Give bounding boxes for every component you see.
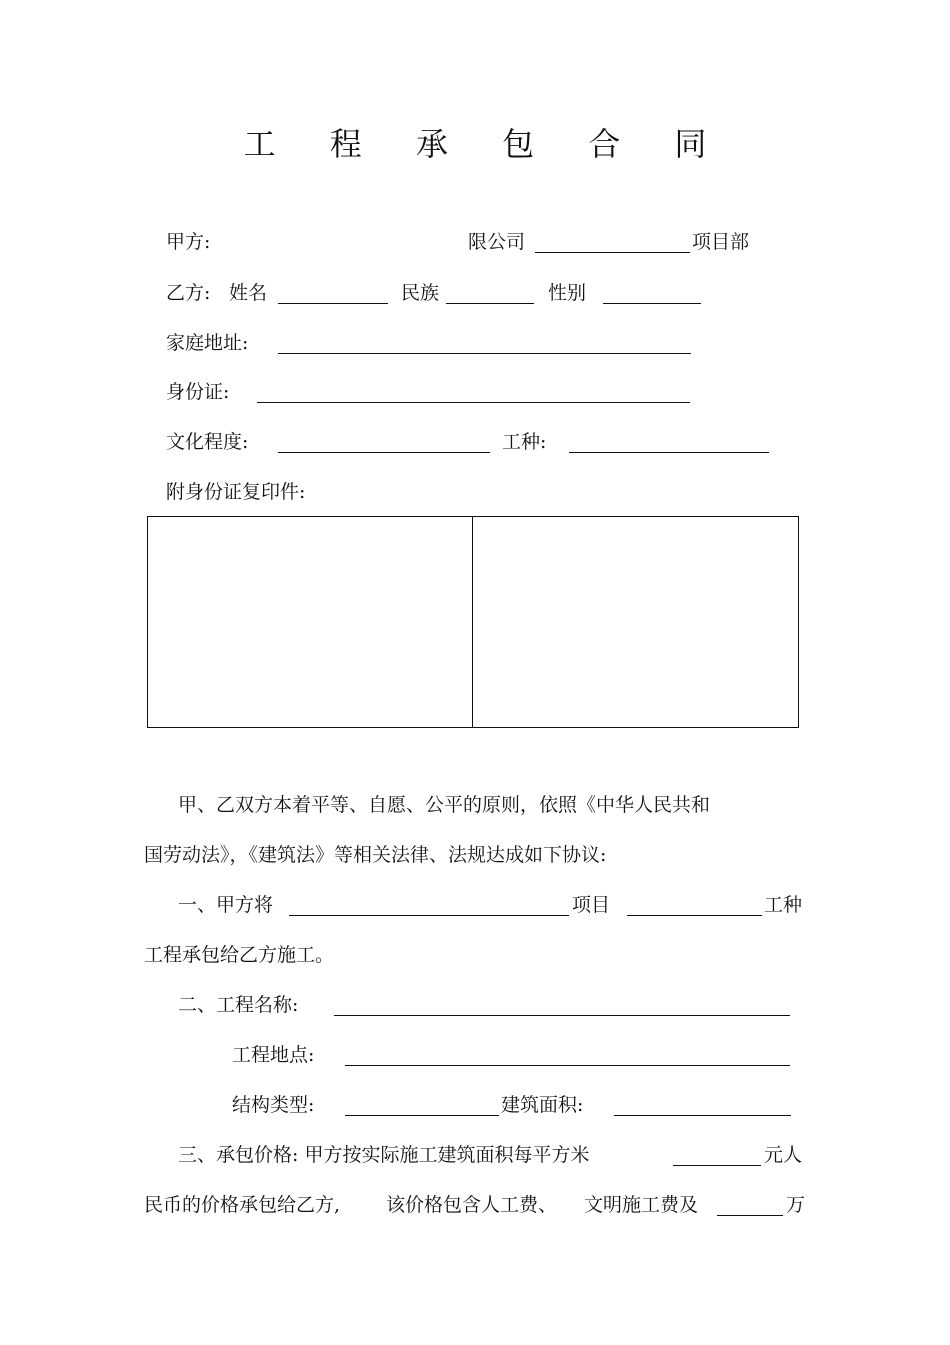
education-blank[interactable] xyxy=(278,452,490,453)
clause3-line-1: 三、承包价格: 甲方按实际施工建筑面积每平方米 xyxy=(178,1144,590,1166)
name-label: 姓名 xyxy=(229,282,268,304)
clause1-trade-blank[interactable] xyxy=(627,915,762,916)
location-label: 工程地点: xyxy=(232,1044,315,1066)
trade-blank[interactable] xyxy=(569,452,769,453)
address-label: 家庭地址: xyxy=(166,332,249,354)
id-copy-boxes xyxy=(147,516,799,728)
education-label: 文化程度: xyxy=(166,431,249,453)
id-label: 身份证: xyxy=(166,381,230,403)
id-blank[interactable] xyxy=(257,402,690,403)
clause3-line-2b: 该价格包含人工费、 xyxy=(386,1194,558,1216)
project-name-blank[interactable] xyxy=(334,1015,790,1016)
clause1-trade: 工种 xyxy=(764,894,803,916)
structure-blank[interactable] xyxy=(345,1115,499,1116)
amount-blank[interactable] xyxy=(717,1215,783,1216)
area-label: 建筑面积: xyxy=(501,1094,584,1116)
party-a-dept-suffix: 项目部 xyxy=(692,231,750,253)
document-title: 工 程 承 包 合 同 xyxy=(243,125,729,163)
intro-line-2: 国劳动法》，《建筑法》等相关法律、法规达成如下协议: xyxy=(144,844,607,866)
party-a-label: 甲方: xyxy=(166,231,211,253)
gender-blank[interactable] xyxy=(603,303,701,304)
name-blank[interactable] xyxy=(278,303,388,304)
clause3-line-1-suffix: 元人 xyxy=(764,1144,803,1166)
clause1-party-blank[interactable] xyxy=(289,915,569,916)
party-a-company-blank[interactable] xyxy=(535,252,690,253)
intro-line-1: 甲、乙双方本着平等、自愿、公平的原则，依照《中华人民共和 xyxy=(178,794,711,816)
gender-label: 性别 xyxy=(548,282,587,304)
structure-label: 结构类型: xyxy=(232,1094,315,1116)
trade-label: 工种: xyxy=(502,431,547,453)
ethnicity-label: 民族 xyxy=(401,282,440,304)
clause2-label: 二、工程名称: xyxy=(178,994,299,1016)
id-copy-divider xyxy=(472,517,473,727)
party-a-company-suffix: 限公司 xyxy=(468,231,526,253)
area-blank[interactable] xyxy=(614,1115,791,1116)
ethnicity-blank[interactable] xyxy=(446,303,534,304)
clause3-line-2c: 文明施工费及 xyxy=(584,1194,699,1216)
clause1-line-2: 工程承包给乙方施工。 xyxy=(144,944,335,966)
clause1-project: 项目 xyxy=(572,894,611,916)
clause3-line-2a: 民币的价格承包给乙方, xyxy=(144,1194,341,1216)
clause1-prefix: 一、甲方将 xyxy=(178,894,274,916)
id-copy-label: 附身份证复印件: xyxy=(166,481,306,503)
location-blank[interactable] xyxy=(345,1065,790,1066)
unit-price-blank[interactable] xyxy=(673,1165,761,1166)
address-blank[interactable] xyxy=(278,353,691,354)
clause3-line-2-suffix: 万 xyxy=(786,1194,806,1216)
party-b-label: 乙方: xyxy=(166,282,211,304)
